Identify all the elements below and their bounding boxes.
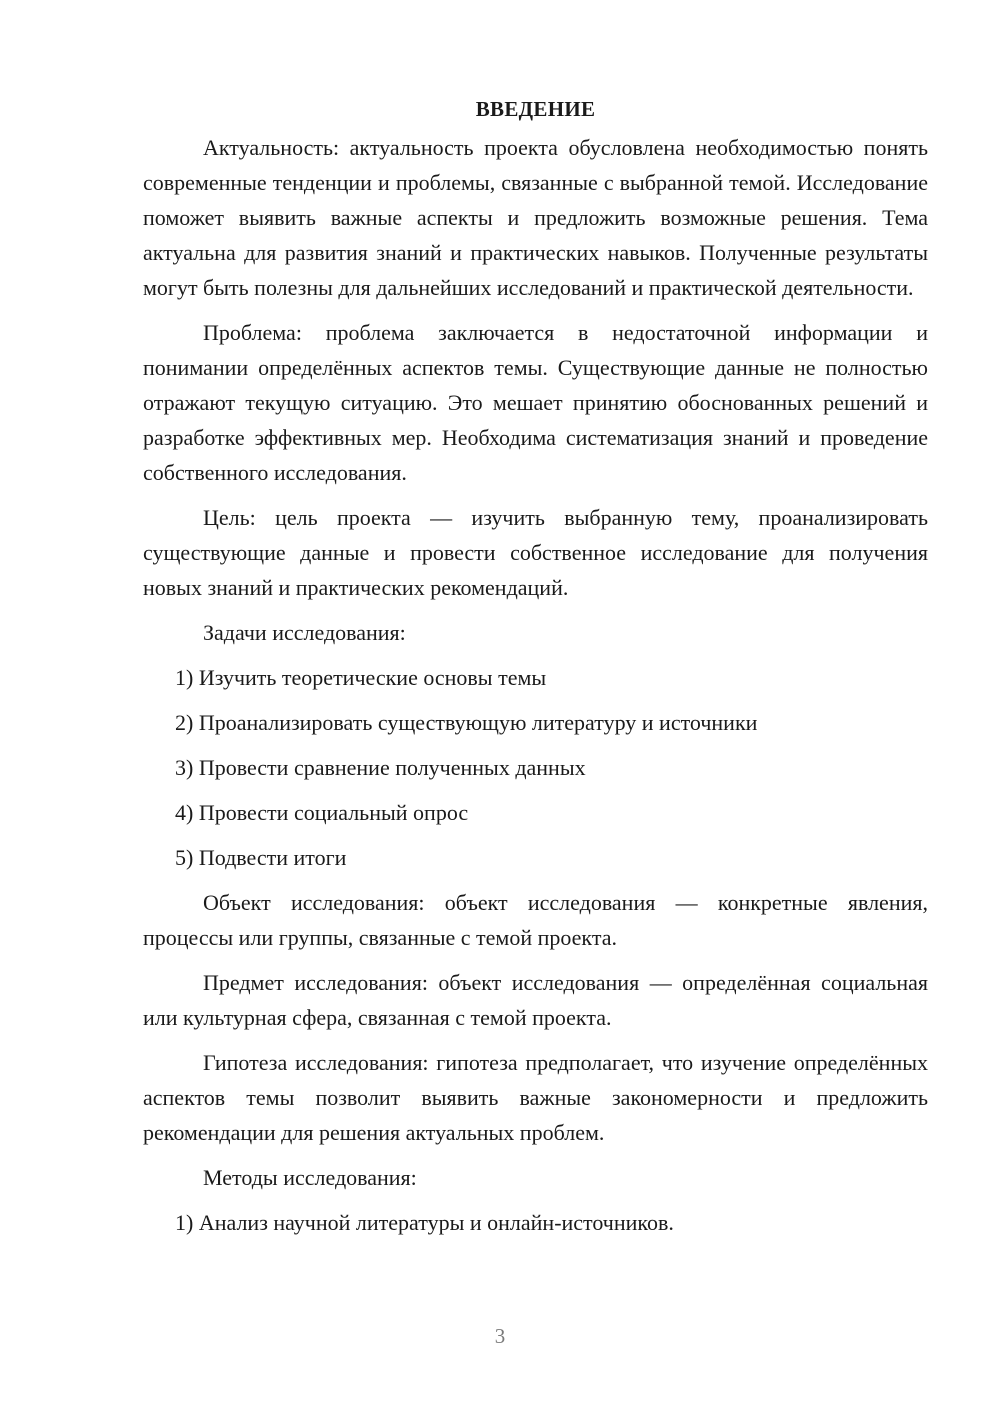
list-item: 1) Анализ научной литературы и онлайн-источников. xyxy=(175,1210,674,1235)
page-title: ВВЕДЕНИЕ xyxy=(475,97,596,121)
tasks-list xyxy=(143,660,928,875)
object-paragraph: Объект исследования: объект исследования — конкретные явления, процессы или группы, связанные с темой проекта. xyxy=(143,890,928,950)
document-page xyxy=(143,92,928,1250)
list-item: 2) Проанализировать существующую литературу и источники xyxy=(175,710,758,735)
relevance-paragraph: Актуальность: актуальность проекта обусловлена необходимостью понять современные тенденции и проблемы, связанные с выбранной темой. Исследование поможет выявить важные аспекты и предложить возможные решения. Тема актуальна для развития знаний и практических навыков. Полученные результаты могут быть полезны для дальнейших исследований и практической деятельности. xyxy=(143,135,928,300)
problem-paragraph: Проблема: проблема заключается в недостаточной информации и понимании определённых аспектов темы. Существующие данные не полностью отражают текущую ситуацию. Это мешает принятию обоснованных решений и разработке эффективных мер. Необходима систематизация знаний и проведение собственного исследования. xyxy=(143,320,928,485)
page-number: 3 xyxy=(494,1324,506,1348)
methods-heading: Методы исследования: xyxy=(203,1165,417,1190)
tasks-heading: Задачи исследования: xyxy=(203,620,406,645)
list-item: 1) Изучить теоретические основы темы xyxy=(175,665,547,690)
list-item: 5) Подвести итоги xyxy=(175,845,347,870)
list-item: 4) Провести социальный опрос xyxy=(175,800,469,825)
hypothesis-paragraph: Гипотеза исследования: гипотеза предполагает, что изучение определённых аспектов темы позволит выявить важные закономерности и предложить рекомендации для решения актуальных проблем. xyxy=(143,1050,928,1145)
subject-paragraph: Предмет исследования: объект исследования — определённая социальная или культурная сфера, связанная с темой проекта. xyxy=(143,970,928,1030)
methods-list xyxy=(143,1205,928,1240)
list-item: 3) Провести сравнение полученных данных xyxy=(175,755,586,780)
goal-paragraph: Цель: цель проекта — изучить выбранную тему, проанализировать существующие данные и провести собственное исследование для получения новых знаний и практических рекомендаций. xyxy=(143,505,928,600)
